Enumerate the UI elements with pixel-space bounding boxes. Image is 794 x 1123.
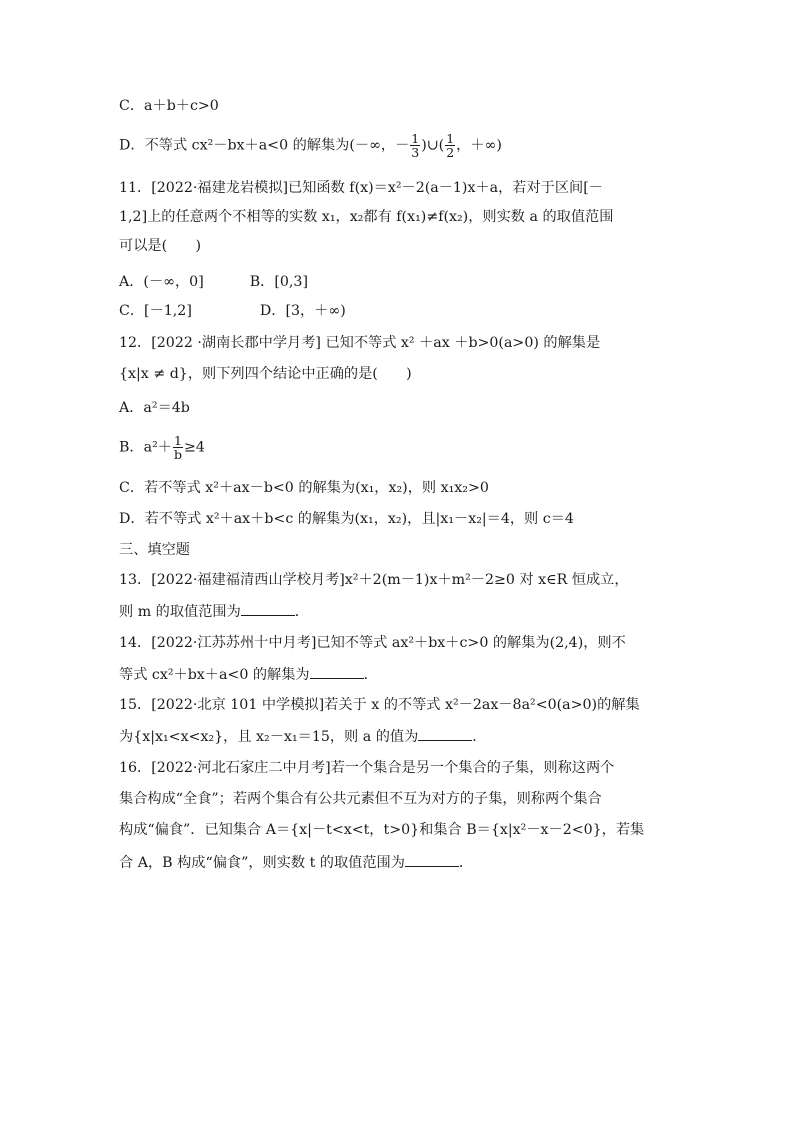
q12-option-c: C．若不等式 x²＋ax－b<0 的解集为(x₁，x₂)，则 x₁x₂>0 (119, 480, 489, 496)
fraction-one-third: $\frac{1}{3}$ (411, 131, 420, 160)
q11-option-b: B．[0,3] (249, 274, 308, 290)
q11-stem-line2: 1,2]上的任意两个不相等的实数 x₁，x₂都有 f(x₁)≠f(x₂)，则实数 a 的取值范围 (119, 209, 614, 225)
q16-line2: 集合构成“全食”；若两个集合有公共元素但不互为对方的子集，则称两个集合 (119, 791, 602, 807)
answer-blank (241, 601, 295, 616)
q11-options-cd (119, 301, 346, 321)
q15-line2: 为{x|x₁<x<x₂}，且 x₂－x₁＝15，则 a 的值为 ． (119, 726, 487, 747)
q10-option-d-text: D．不等式 cx²－bx＋a<0 的解集为(－∞，－ (119, 137, 410, 154)
q14-line1: 14．[2022·江苏苏州十中月考]已知不等式 ax²＋bx＋c>0 的解集为(2,4)，则不 (119, 635, 626, 651)
q10-option-c: C．a＋b＋c>0 (119, 98, 219, 114)
q12-option-d: D．若不等式 x²＋ax＋b<c 的解集为(x₁，x₂)，且|x₁－x₂|＝4，则 c＝4 (119, 511, 574, 527)
q12-stem-line1: 12．[2022 ·湖南长郡中学月考] 已知不等式 x² ＋ax ＋b>0(a>0) 的解集是 (119, 335, 601, 351)
q13-line1: 13．[2022·福建福清西山学校月考]x²＋2(m－1)x＋m²－2≥0 对 x∈R 恒成立， (119, 572, 629, 588)
q12-option-a: A．a²＝4b (119, 400, 190, 416)
q16-line3: 构成“偏食”．已知集合 A＝{x|－t<x<t，t>0}和集合 B＝{x|x²－x－2<0}，若集 (119, 822, 645, 838)
q16-line1: 16．[2022·河北石家庄二中月考]若一个集合是另一个集合的子集，则称这两个 (119, 760, 615, 776)
fraction-one-half: $\frac{1}{2}$ (446, 131, 455, 160)
section-heading-fill-in: 三、填空题 (119, 542, 190, 558)
q13-line2: 则 m 的取值范围为 ． (119, 601, 309, 622)
q11-stem-line3: 可以是( ) (119, 238, 202, 254)
fraction-one-over-b: $\frac{1}{b}$ (173, 433, 182, 462)
answer-blank (310, 664, 364, 679)
q12-option-b: B．a²＋ $\frac{1}{b}$ ≥4 (119, 433, 205, 462)
q10-option-d: D．不等式 cx²－bx＋a<0 的解集为(－∞，－ $\frac{1}{3}$ )∪( $\frac{1}{2}$ ，＋∞) (119, 131, 502, 160)
q11-options-ab (119, 272, 308, 292)
q14-line2: 等式 cx²＋bx＋a<0 的解集为 ． (119, 664, 378, 685)
q11-option-c: C．[－1,2] (119, 303, 192, 319)
q11-option-a: A．(－∞，0] (119, 274, 204, 290)
answer-blank (418, 726, 472, 741)
q11-stem-line1: 11．[2022·福建龙岩模拟]已知函数 f(x)＝x²－2(a－1)x＋a，若对于区间[－ (119, 180, 603, 196)
q12-stem-line2: {x|x ≠ d}，则下列四个结论中正确的是( ) (119, 366, 412, 382)
answer-blank (405, 852, 459, 867)
q11-option-d: D．[3，＋∞) (259, 303, 346, 319)
q16-line4: 合 A，B 构成“偏食”，则实数 t 的取值范围为 ． (119, 852, 473, 873)
q15-line1: 15．[2022·北京 101 中学模拟]若关于 x 的不等式 x²－2ax－8a²<0(a>0)的解集 (119, 697, 640, 713)
